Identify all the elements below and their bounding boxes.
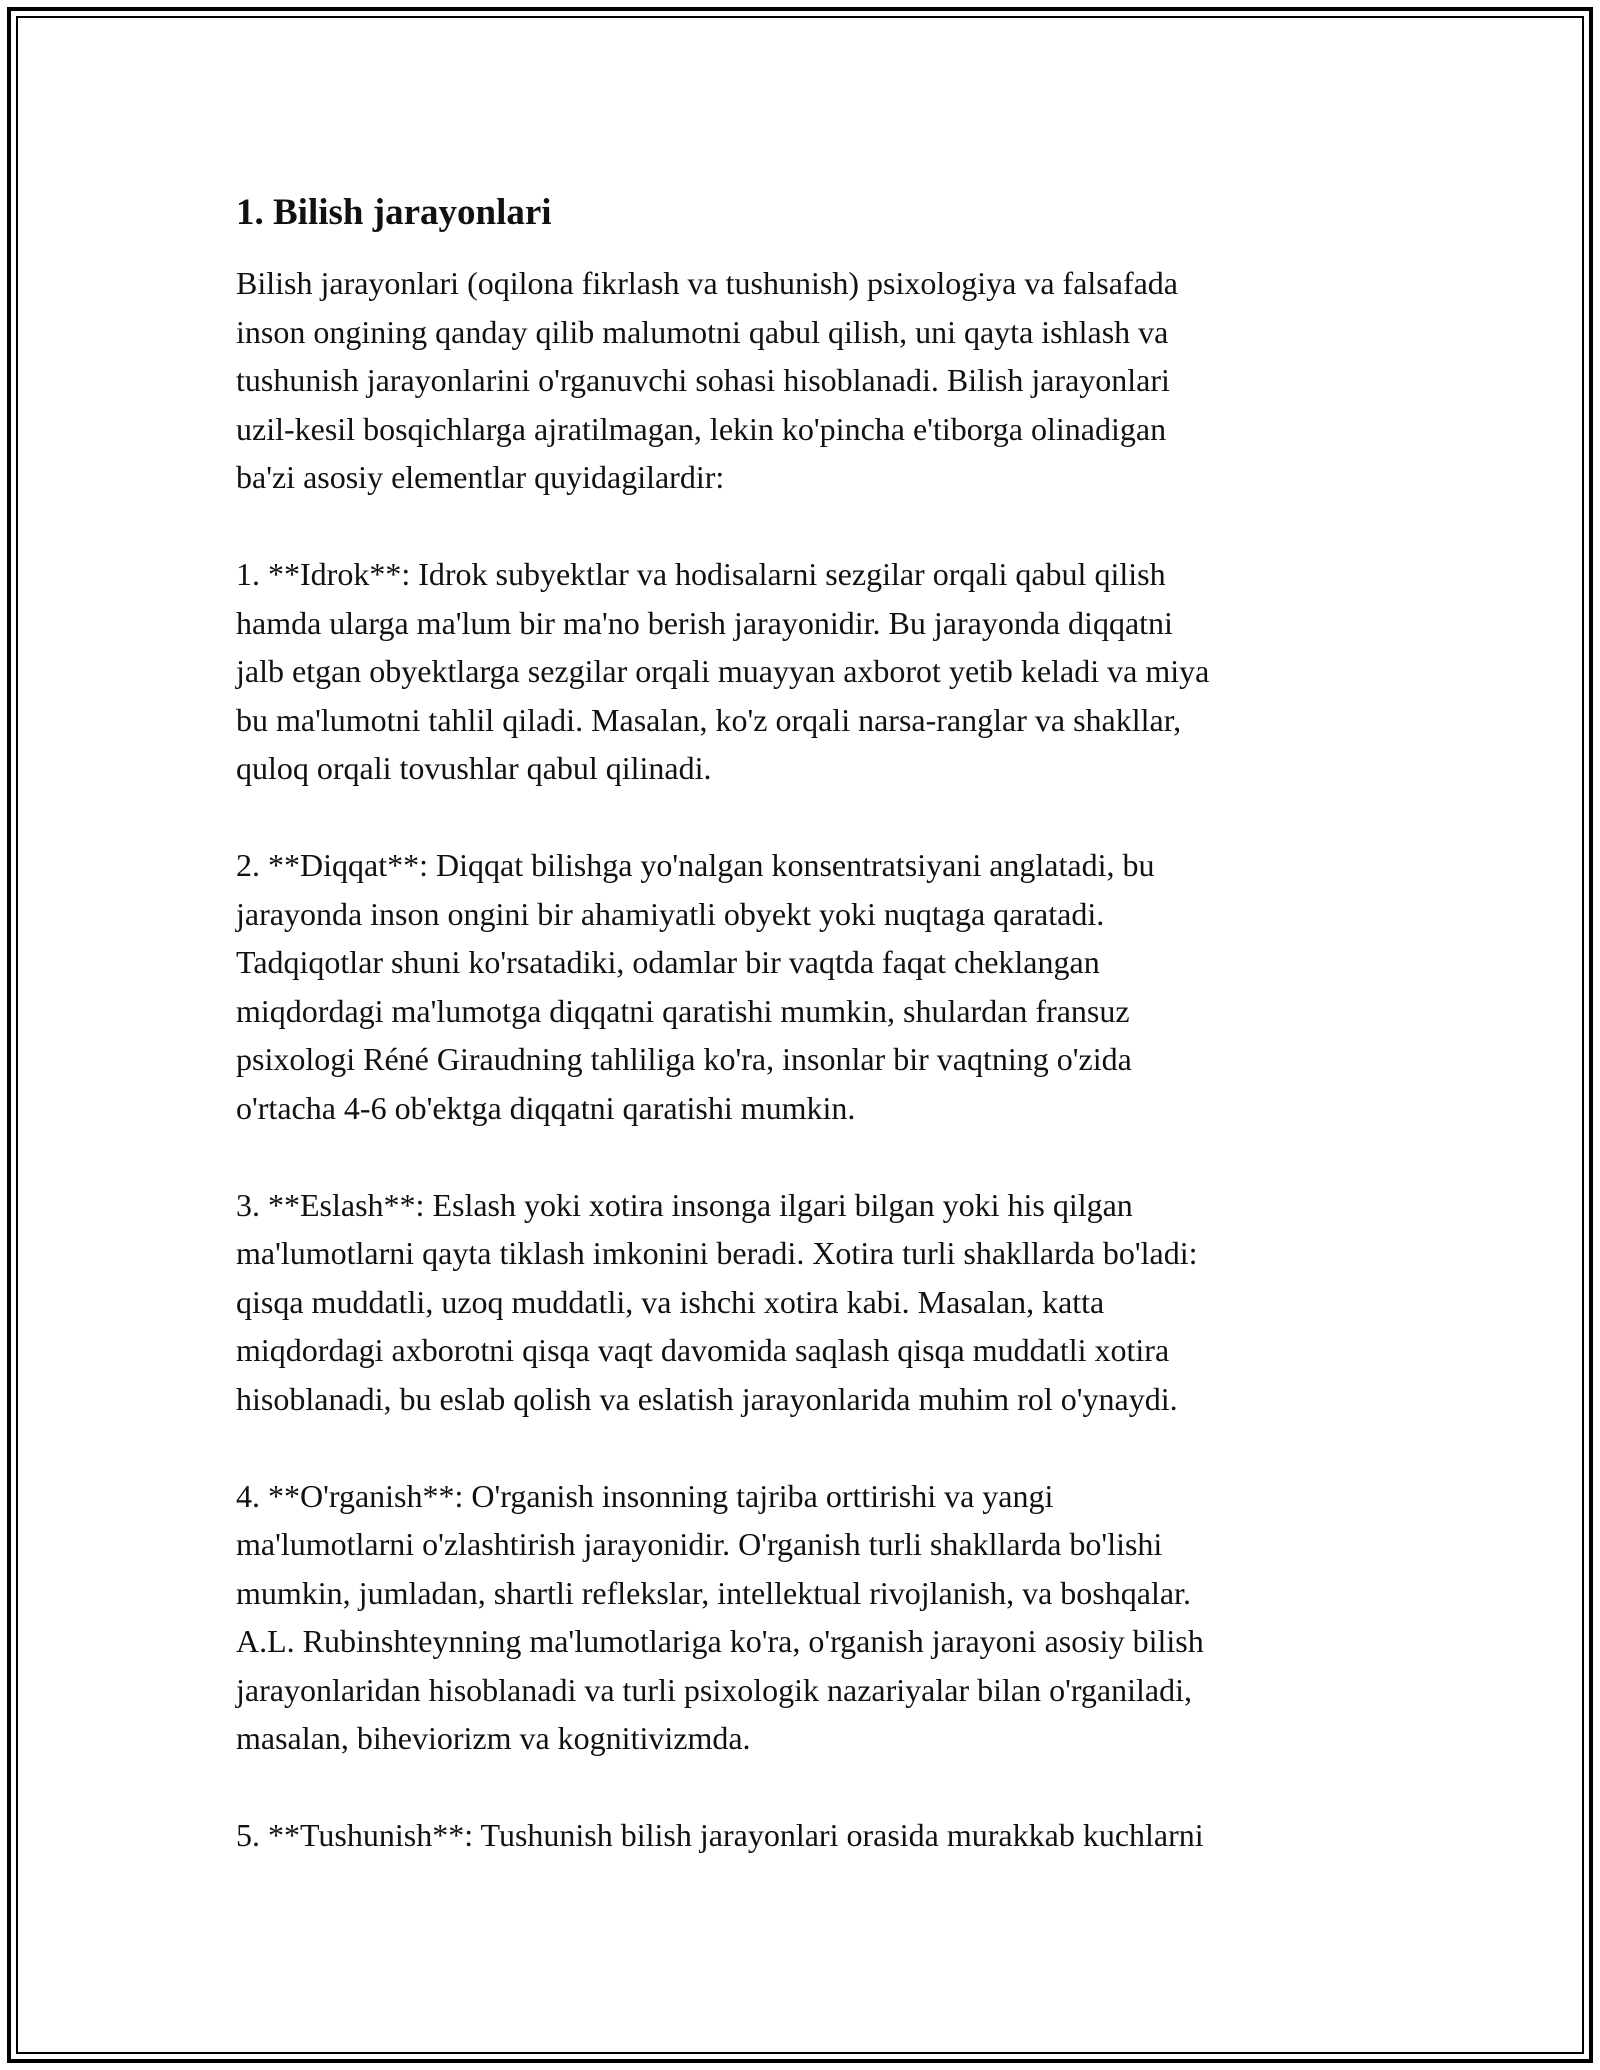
list-item-organish: 4. **O'rganish**: O'rganish insonning tajriba orttirishi va yangi ma'lumotlarni o'zlashtirish jarayonidir. O'rganish turli shakllarda bo'lishi mumkin, jumladan, shartli reflekslar, intellektual rivojlanish, va boshqalar. A.L. Rubinshteynning ma'lumotlariga ko'ra, o'rganish jarayoni asosiy bilish jarayonlaridan hisoblanadi va turli psixologik nazariyalar bilan o'rganiladi, masalan, biheviorizm va kognitivizmda.: [236, 1477, 1204, 1756]
document-body: [236, 185, 1366, 1908]
list-item-tushunish: 5. **Tushunish**: Tushunish bilish jarayonlari orasida murakkab kuchlarni: [236, 1817, 1204, 1853]
list-item-eslash: 3. **Eslash**: Eslash yoki xotira insonga ilgari bilgan yoki his qilgan ma'lumotlarni qayta tiklash imkonini beradi. Xotira turli shakllarda bo'ladi: qisqa muddatli, uzoq muddatli, va ishchi xotira kabi. Masalan, katta miqdordagi axborotni qisqa vaqt davomida saqlash qisqa muddatli xotira hisoblanadi, bu eslab qolish va eslatish jarayonlarida muhim rol o'ynaydi.: [236, 1186, 1198, 1417]
list-item-idrok: 1. **Idrok**: Idrok subyektlar va hodisalarni sezgilar orqali qabul qilish hamda ularga ma'lum bir ma'no berish jarayonidir. Bu jarayonda diqqatni jalb etgan obyektlarga sezgilar orqali muayyan axborot yetib keladi va miya bu ma'lumotni tahlil qiladi. Masalan, ko'z orqali narsa-ranglar va shakllar, quloq orqali tovushlar qabul qilinadi.: [236, 556, 1210, 786]
intro-paragraph: Bilish jarayonlari (oqilona fikrlash va tushunish) psixologiya va falsafada inson ongining qanday qilib malumotni qabul qilish, uni qayta ishlash va tushunish jarayonlarini o'rganuvchi sohasi hisoblanadi. Bilish jarayonlari uzil-kesil bosqichlarga ajratilmagan, lekin ko'pincha e'tiborga olinadigan ba'zi asosiy elementlar quyidagilardir:: [236, 265, 1178, 495]
section-heading: 1. Bilish jarayonlari: [236, 192, 552, 233]
list-item-diqqat: 2. **Diqqat**: Diqqat bilishga yo'nalgan konsentratsiyani anglatadi, bu jarayonda inson ongini bir ahamiyatli obyekt yoki nuqtaga qaratadi. Tadqiqotlar shuni ko'rsatadiki, odamlar bir vaqtda faqat cheklangan miqdordagi ma'lumotga diqqatni qaratishi mumkin, shulardan fransuz psixologi Réné Giraudning tahliliga ko'ra, insonlar bir vaqtning o'zida o'rtacha 4-6 ob'ektga diqqatni qaratishi mumkin.: [236, 847, 1155, 1126]
